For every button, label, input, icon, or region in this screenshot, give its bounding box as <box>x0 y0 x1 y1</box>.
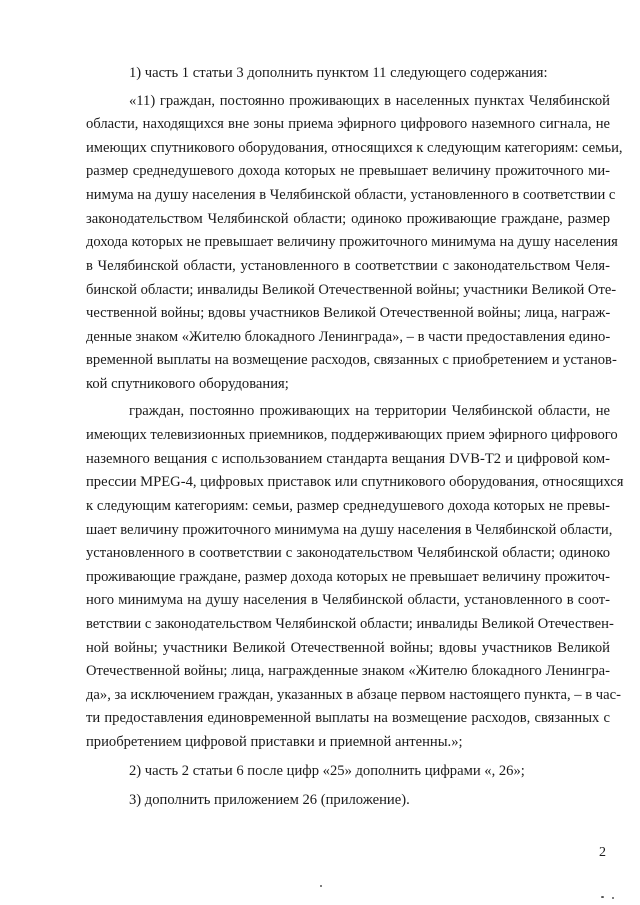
text-line: области, находящихся вне зоны приема эфирного цифрового наземного сигнала, не <box>86 116 610 132</box>
item-2: 2) часть 2 статьи 6 после цифр «25» дополнить цифрами «, 26»; <box>129 763 525 779</box>
text-line: ной войны; участники Великой Отечественной войны; вдовы участников Великой <box>86 640 610 656</box>
text-line: граждан, постоянно проживающих на территории Челябинской области, не <box>129 403 610 419</box>
text-line: «11) граждан, постоянно проживающих в населенных пунктах Челябинской <box>129 93 610 109</box>
text-line: ветствии с законодательством Челябинской области; инвалиды Великой Отечествен- <box>86 616 614 632</box>
text-line: временной выплаты на возмещение расходов, связанных с приобретением и установ- <box>86 352 617 368</box>
scan-speck <box>601 896 604 898</box>
item-1-heading: 1) часть 1 статьи 3 дополнить пунктом 11 следующего содержания: <box>129 65 548 81</box>
text-line: приобретением цифровой приставки и приемной антенны.»; <box>86 734 463 750</box>
text-line: проживающие граждане, размер дохода которых не превышает величину прожиточ- <box>86 569 610 585</box>
text-line: имеющих спутникового оборудования, относящихся к следующим категориям: семьи, <box>86 140 623 156</box>
item-3: 3) дополнить приложением 26 (приложение). <box>129 792 410 808</box>
text-line: дохода которых не превышает величину прожиточного минимума на душу населения <box>86 234 618 250</box>
scan-speck <box>612 897 614 899</box>
text-line: да», за исключением граждан, указанных в абзаце первом настоящего пункта, – в час- <box>86 687 621 703</box>
text-line: нимума на душу населения в Челябинской области, установленного в соответствии с <box>86 187 616 203</box>
text-line: ти предоставления единовременной выплаты на возмещение расходов, связанных с <box>86 710 610 726</box>
text-line: ного минимума на душу населения в Челябинской области, установленного в соот- <box>86 592 610 608</box>
text-line: наземного вещания с использованием стандарта вещания DVB-T2 и цифровой ком- <box>86 451 610 467</box>
text-line: в Челябинской области, установленного в соответствии с законодательством Челя- <box>86 258 610 274</box>
text-line: прессии MPEG-4, цифровых приставок или спутникового оборудования, относящихся <box>86 474 624 490</box>
text-line: денные знаком «Жителю блокадного Ленинграда», – в части предоставления едино- <box>86 329 611 345</box>
scan-speck <box>320 885 322 887</box>
text-line: бинской области; инвалиды Великой Отечественной войны; участники Великой Оте- <box>86 282 617 298</box>
text-line: размер среднедушевого дохода которых не превышает величину прожиточного ми- <box>86 163 610 179</box>
text-line: кой спутникового оборудования; <box>86 376 289 392</box>
text-line: к следующим категориям: семьи, размер среднедушевого дохода которых не превы- <box>86 498 610 514</box>
text-line: установленного в соответствии с законодательством Челябинской области; одиноко <box>86 545 610 561</box>
text-line: шает величину прожиточного минимума на душу населения в Челябинской области, <box>86 522 613 538</box>
text-line: законодательством Челябинской области; одиноко проживающие граждане, размер <box>86 211 610 227</box>
text-line: чественной войны; вдовы участников Великой Отечественной войны; лица, награж- <box>86 305 611 321</box>
text-line: Отечественной войны; лица, награжденные знаком «Жителю блокадного Ленингра- <box>86 663 610 679</box>
text-line: имеющих телевизионных приемников, поддерживающих прием эфирного цифрового <box>86 427 618 443</box>
page-number: 2 <box>599 845 606 860</box>
